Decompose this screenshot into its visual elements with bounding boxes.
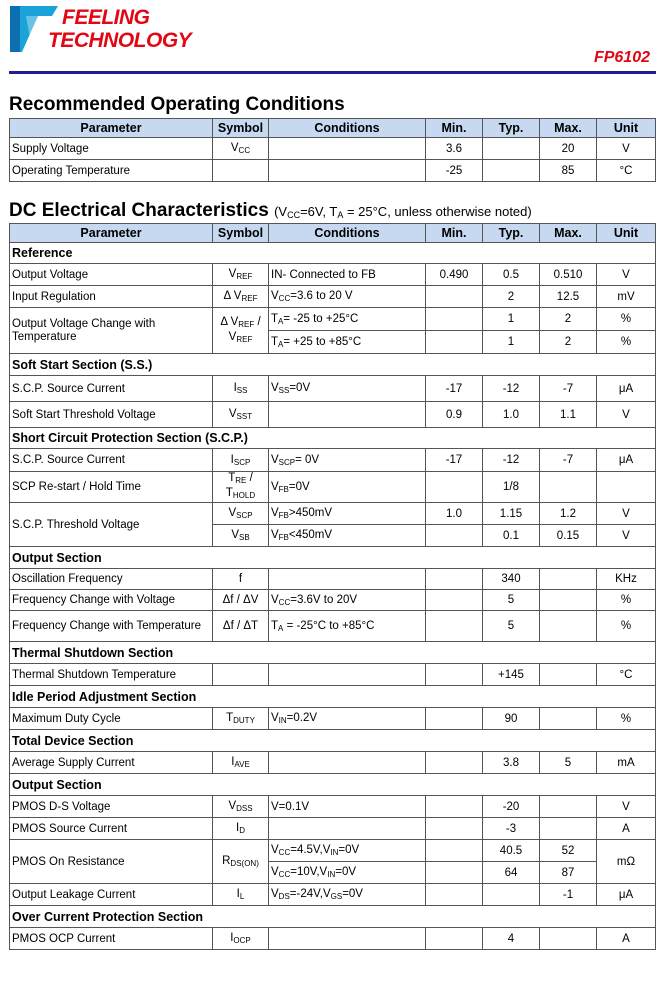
- typ-cell: 40.5: [483, 840, 540, 862]
- max-cell: [540, 590, 597, 611]
- min-cell: [426, 525, 483, 547]
- table-row: [10, 796, 656, 818]
- unit-cell: V: [597, 264, 656, 286]
- unit-cell: [597, 472, 656, 503]
- unit-cell: μA: [597, 376, 656, 402]
- unit-cell: V: [597, 525, 656, 547]
- table-row: [10, 472, 656, 503]
- max-cell: -1: [540, 884, 597, 906]
- table-row: [10, 708, 656, 730]
- param-cell: Input Regulation: [10, 286, 213, 308]
- section-title: Short Circuit Protection Section (S.C.P.): [10, 428, 656, 449]
- typ-cell: [483, 884, 540, 906]
- col-typ: Typ.: [483, 119, 540, 138]
- part-number: FP6102: [593, 49, 650, 66]
- table-row: [10, 402, 656, 428]
- min-cell: [426, 569, 483, 590]
- condition-cell: $V_{IN}=0.2V$: [269, 708, 426, 730]
- section-title: Thermal Shutdown Section: [10, 642, 656, 664]
- col-parameter: Parameter: [10, 119, 213, 138]
- symbol-cell: [213, 664, 269, 686]
- param-cell: Maximum Duty Cycle: [10, 708, 213, 730]
- table-row: [10, 503, 656, 525]
- condition-cell: $V_{SS}=0V$: [269, 376, 426, 402]
- col-symbol: Symbol: [213, 119, 269, 138]
- param-cell: Frequency Change with Temperature: [10, 611, 213, 642]
- min-cell: [426, 818, 483, 840]
- param-cell: Supply Voltage: [10, 138, 213, 160]
- param-cell: Average Supply Current: [10, 752, 213, 774]
- col-max: Max.: [540, 224, 597, 243]
- section-title: Output Section: [10, 547, 656, 569]
- condition-cell: $V_{CC}=3.6$ to 20 V: [269, 286, 426, 308]
- condition-cell: [269, 569, 426, 590]
- min-cell: [426, 590, 483, 611]
- symbol-cell: Δf / ΔT: [213, 611, 269, 642]
- unit-cell: °C: [597, 664, 656, 686]
- typ-cell: 2: [483, 286, 540, 308]
- param-cell: Thermal Shutdown Temperature: [10, 664, 213, 686]
- section-row: [10, 428, 656, 449]
- max-cell: 87: [540, 862, 597, 884]
- max-cell: 2: [540, 308, 597, 331]
- condition-cell: [269, 752, 426, 774]
- symbol-cell: $R_{DS(ON)}$: [213, 840, 269, 884]
- symbol-cell: $T_{RE}$ / $T_{HOLD}$: [213, 472, 269, 503]
- min-cell: [426, 611, 483, 642]
- table-row: [10, 884, 656, 906]
- param-cell: PMOS On Resistance: [10, 840, 213, 884]
- typ-cell: [483, 138, 540, 160]
- condition-cell: $T_A= -25$ to +25°C: [269, 308, 426, 331]
- param-cell: Soft Start Threshold Voltage: [10, 402, 213, 428]
- symbol-cell: $I_{SCP}$: [213, 449, 269, 472]
- table-row: [10, 840, 656, 862]
- condition-cell: $V_{CC}=10V,V_{IN}=0V$: [269, 862, 426, 884]
- min-cell: -17: [426, 376, 483, 402]
- max-cell: 20: [540, 138, 597, 160]
- condition-cell: IN- Connected to FB: [269, 264, 426, 286]
- param-cell: PMOS OCP Current: [10, 928, 213, 950]
- min-cell: [426, 752, 483, 774]
- table-row: [10, 590, 656, 611]
- unit-cell: mΩ: [597, 840, 656, 884]
- unit-cell: A: [597, 928, 656, 950]
- unit-cell: °C: [597, 160, 656, 182]
- typ-cell: -12: [483, 376, 540, 402]
- condition-cell: V=0.1V: [269, 796, 426, 818]
- param-cell: Oscillation Frequency: [10, 569, 213, 590]
- unit-cell: mA: [597, 752, 656, 774]
- param-cell: Frequency Change with Voltage: [10, 590, 213, 611]
- symbol-cell: $V_{SB}$: [213, 525, 269, 547]
- symbol-cell: Δ $V_{REF}$: [213, 286, 269, 308]
- min-cell: 0.9: [426, 402, 483, 428]
- min-cell: [426, 796, 483, 818]
- param-cell: Operating Temperature: [10, 160, 213, 182]
- col-conditions: Conditions: [269, 224, 426, 243]
- min-cell: [426, 840, 483, 862]
- min-cell: -25: [426, 160, 483, 182]
- condition-cell: $V_{CC}=4.5V,V_{IN}=0V$: [269, 840, 426, 862]
- min-cell: [426, 928, 483, 950]
- unit-cell: mV: [597, 286, 656, 308]
- typ-cell: 1: [483, 308, 540, 331]
- typ-cell: [483, 160, 540, 182]
- col-min: Min.: [426, 119, 483, 138]
- condition-cell: $T_A= +25$ to +85°C: [269, 331, 426, 354]
- table-row: [10, 664, 656, 686]
- table-row: [10, 449, 656, 472]
- max-cell: 1.2: [540, 503, 597, 525]
- min-cell: [426, 862, 483, 884]
- unit-cell: V: [597, 796, 656, 818]
- max-cell: 12.5: [540, 286, 597, 308]
- condition-cell: $T_A = -25^\circ C$ to +85°C: [269, 611, 426, 642]
- condition-cell: [269, 818, 426, 840]
- unit-cell: V: [597, 503, 656, 525]
- col-symbol: Symbol: [213, 224, 269, 243]
- header-divider: [9, 71, 656, 74]
- max-cell: 2: [540, 331, 597, 354]
- table-row: [10, 611, 656, 642]
- unit-cell: A: [597, 818, 656, 840]
- min-cell: 1.0: [426, 503, 483, 525]
- min-cell: [426, 708, 483, 730]
- unit-cell: V: [597, 402, 656, 428]
- unit-cell: V: [597, 138, 656, 160]
- typ-cell: 0.1: [483, 525, 540, 547]
- symbol-cell: $V_{REF}$: [213, 264, 269, 286]
- section-row: [10, 243, 656, 264]
- section-title: Output Section: [10, 774, 656, 796]
- min-cell: [426, 884, 483, 906]
- max-cell: [540, 818, 597, 840]
- typ-cell: 4: [483, 928, 540, 950]
- symbol-cell: $V_{SST}$: [213, 402, 269, 428]
- max-cell: [540, 472, 597, 503]
- condition-cell: $V_{CC}=3.6V$ to 20V: [269, 590, 426, 611]
- min-cell: [426, 664, 483, 686]
- symbol-cell: $V_{CC}$: [213, 138, 269, 160]
- unit-cell: %: [597, 331, 656, 354]
- max-cell: [540, 796, 597, 818]
- typ-cell: 5: [483, 590, 540, 611]
- col-conditions: Conditions: [269, 119, 426, 138]
- table-row: [10, 569, 656, 590]
- symbol-cell: $I_D$: [213, 818, 269, 840]
- logo-text-technology: TECHNOLOGY: [48, 29, 192, 52]
- min-cell: 3.6: [426, 138, 483, 160]
- col-min: Min.: [426, 224, 483, 243]
- section-row: [10, 354, 656, 376]
- section-row: [10, 774, 656, 796]
- typ-cell: -20: [483, 796, 540, 818]
- typ-cell: 0.5: [483, 264, 540, 286]
- max-cell: [540, 708, 597, 730]
- table-row: [10, 818, 656, 840]
- dc-characteristics-title: [9, 200, 532, 222]
- param-cell: S.C.P. Source Current: [10, 376, 213, 402]
- unit-cell: %: [597, 708, 656, 730]
- typ-cell: -3: [483, 818, 540, 840]
- param-cell: Output Voltage Change with Temperature: [10, 308, 213, 354]
- recommended-conditions-table: [9, 118, 656, 182]
- section-row: [10, 906, 656, 928]
- param-cell: PMOS Source Current: [10, 818, 213, 840]
- max-cell: 1.1: [540, 402, 597, 428]
- unit-cell: μA: [597, 884, 656, 906]
- max-cell: -7: [540, 449, 597, 472]
- min-cell: 0.490: [426, 264, 483, 286]
- col-unit: Unit: [597, 224, 656, 243]
- col-max: Max.: [540, 119, 597, 138]
- table-row: [10, 286, 656, 308]
- min-cell: [426, 472, 483, 503]
- typ-cell: 64: [483, 862, 540, 884]
- table-row: [10, 160, 656, 182]
- max-cell: 5: [540, 752, 597, 774]
- condition-cell: [269, 138, 426, 160]
- min-cell: -17: [426, 449, 483, 472]
- max-cell: [540, 928, 597, 950]
- typ-cell: 90: [483, 708, 540, 730]
- param-cell: S.C.P. Threshold Voltage: [10, 503, 213, 547]
- condition-cell: [269, 402, 426, 428]
- recommended-conditions-title: Recommended Operating Conditions: [9, 94, 345, 115]
- max-cell: [540, 664, 597, 686]
- param-cell: PMOS D-S Voltage: [10, 796, 213, 818]
- col-parameter: Parameter: [10, 224, 213, 243]
- dc-title-text: DC Electrical Characteristics: [9, 200, 269, 221]
- section-title: Reference: [10, 243, 656, 264]
- dc-characteristics-table: [9, 223, 656, 950]
- condition-cell: $V_{FB}>450mV$: [269, 503, 426, 525]
- condition-cell: [269, 664, 426, 686]
- typ-cell: +145: [483, 664, 540, 686]
- table-header-row: [10, 224, 656, 243]
- symbol-cell: $V_{SCP}$: [213, 503, 269, 525]
- symbol-cell: f: [213, 569, 269, 590]
- section-row: [10, 730, 656, 752]
- param-cell: Output Voltage: [10, 264, 213, 286]
- max-cell: 85: [540, 160, 597, 182]
- section-title: Over Current Protection Section: [10, 906, 656, 928]
- unit-cell: μA: [597, 449, 656, 472]
- typ-cell: 1.15: [483, 503, 540, 525]
- min-cell: [426, 331, 483, 354]
- typ-cell: 3.8: [483, 752, 540, 774]
- condition-cell: [269, 928, 426, 950]
- unit-cell: %: [597, 611, 656, 642]
- condition-cell: $V_{FB}=0V$: [269, 472, 426, 503]
- typ-cell: 5: [483, 611, 540, 642]
- param-cell: Output Leakage Current: [10, 884, 213, 906]
- col-typ: Typ.: [483, 224, 540, 243]
- symbol-cell: Δ $V_{REF}$ / $V_{REF}$: [213, 308, 269, 354]
- section-title: Soft Start Section (S.S.): [10, 354, 656, 376]
- symbol-cell: $I_{OCP}$: [213, 928, 269, 950]
- symbol-cell: $I_{SS}$: [213, 376, 269, 402]
- max-cell: -7: [540, 376, 597, 402]
- symbol-cell: $T_{DUTY}$: [213, 708, 269, 730]
- table-row: [10, 308, 656, 331]
- symbol-cell: $I_L$: [213, 884, 269, 906]
- unit-cell: KHz: [597, 569, 656, 590]
- section-row: [10, 686, 656, 708]
- section-title: Total Device Section: [10, 730, 656, 752]
- symbol-cell: $I_{AVE}$: [213, 752, 269, 774]
- min-cell: [426, 286, 483, 308]
- typ-cell: -12: [483, 449, 540, 472]
- section-row: [10, 642, 656, 664]
- logo-text-feeling: FEELING: [62, 6, 150, 29]
- condition-cell: $V_{DS}=-24V,V_{GS}=0V$: [269, 884, 426, 906]
- typ-cell: 340: [483, 569, 540, 590]
- section-title: Idle Period Adjustment Section: [10, 686, 656, 708]
- max-cell: 0.15: [540, 525, 597, 547]
- dc-title-note: ($V_{CC}=6V$, $T_A = 25^\circ C$, unless otherwise noted): [274, 204, 532, 220]
- symbol-cell: Δf / ΔV: [213, 590, 269, 611]
- table-row: [10, 376, 656, 402]
- typ-cell: 1.0: [483, 402, 540, 428]
- symbol-cell: [213, 160, 269, 182]
- company-logo: [8, 4, 238, 56]
- min-cell: [426, 308, 483, 331]
- table-row: [10, 138, 656, 160]
- col-unit: Unit: [597, 119, 656, 138]
- param-cell: SCP Re-start / Hold Time: [10, 472, 213, 503]
- unit-cell: %: [597, 308, 656, 331]
- unit-cell: %: [597, 590, 656, 611]
- table-row: [10, 752, 656, 774]
- max-cell: 52: [540, 840, 597, 862]
- max-cell: 0.510: [540, 264, 597, 286]
- typ-cell: 1/8: [483, 472, 540, 503]
- param-cell: S.C.P. Source Current: [10, 449, 213, 472]
- max-cell: [540, 569, 597, 590]
- condition-cell: [269, 160, 426, 182]
- table-header-row: [10, 119, 656, 138]
- table-row: [10, 264, 656, 286]
- condition-cell: $V_{SCP}= 0V$: [269, 449, 426, 472]
- section-row: [10, 547, 656, 569]
- condition-cell: $V_{FB}<450mV$: [269, 525, 426, 547]
- table-row: [10, 928, 656, 950]
- max-cell: [540, 611, 597, 642]
- typ-cell: 1: [483, 331, 540, 354]
- symbol-cell: $V_{DSS}$: [213, 796, 269, 818]
